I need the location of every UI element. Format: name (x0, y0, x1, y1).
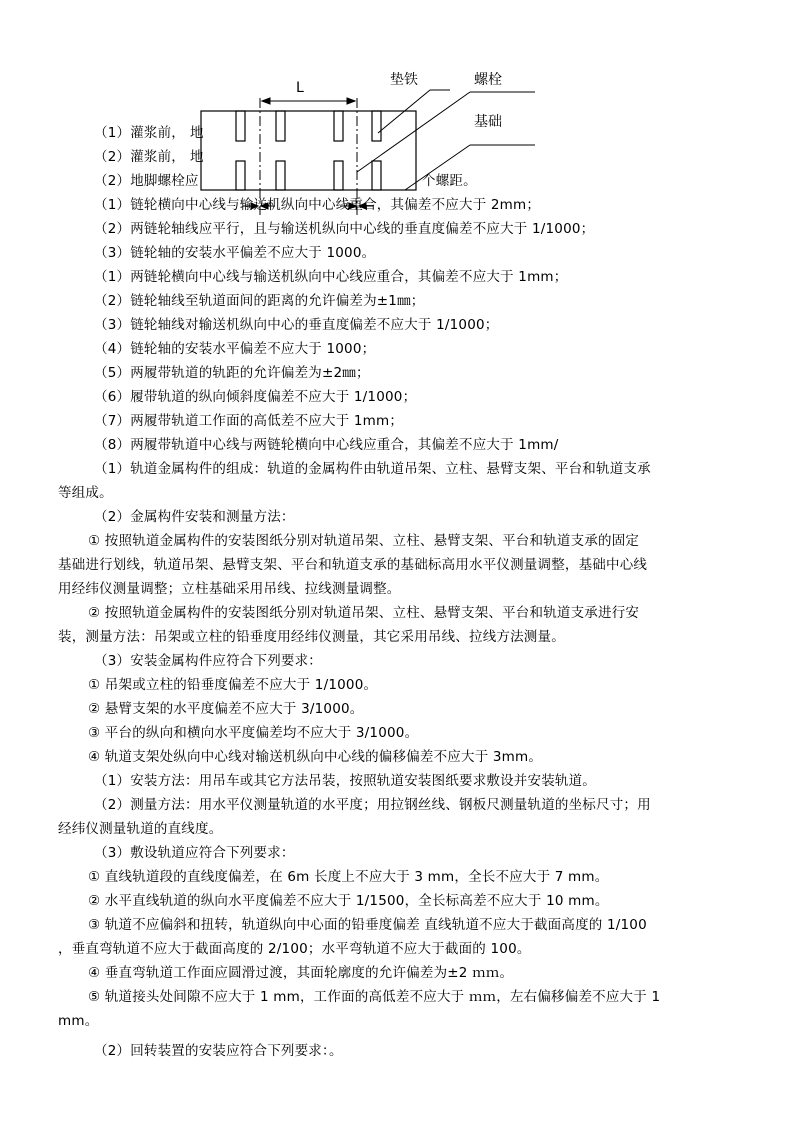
text-line: ① 直线轨道段的直线度偏差，在 6m 长度上不应大于 3 mm，全长不应大于 7 mm。 (88, 869, 609, 885)
text-line: ④ 垂直弯轨道工作面应圆滑过渡，其面轮廓度的允许偏差为±2 ｍｍ。 (88, 965, 514, 981)
shim-slot (236, 161, 245, 190)
text-line: 经纬仪测量轨道的直线度。 (58, 821, 223, 837)
text-line: ① 按照轨道金属构件的安装图纸分别对轨道吊架、立柱、悬臂支架、平台和轨道支承的固定 (88, 533, 640, 549)
text-line: （2）回转装置的安装应符合下列要求：。 (94, 1043, 343, 1059)
text-line: ④ 轨道支架处纵向中心线对输送机纵向中心线的偏移偏差不应大于 3mm。 (88, 749, 543, 765)
text-line: ③ 平台的纵向和横向水平度偏差均不应大于 3/1000。 (88, 725, 419, 741)
text-line: （3）安装金属构件应符合下列要求： (94, 653, 322, 669)
text-line: 等组成。 (58, 485, 113, 501)
text-line: （7）两履带轨道工作面的高低差不应大于 1mm； (94, 413, 404, 429)
foundation-block (201, 111, 416, 190)
text-line: 装，测量方法：吊架或立柱的铅垂度用经纬仪测量，其它采用吊线、拉线方法测量。 (58, 629, 565, 645)
text-line: （2）两链轮轴线应平行，且与输送机纵向中心线的垂直度偏差不应大于 1/1000； (94, 221, 595, 237)
arrowhead (262, 98, 270, 104)
shim-slot (372, 111, 381, 141)
text-line: ③ 轨道不应偏斜和扭转，轨道纵向中心面的铅垂度偏差 直线轨道不应大于截面高度的 1/100 (88, 917, 647, 933)
shim-slot (276, 161, 285, 190)
text-line: ② 水平直线轨道的纵向水平度偏差不应大于 1/1500，全长标高差不应大于 10 mm。 (88, 893, 609, 909)
foundation-label: 基础 (474, 114, 502, 130)
text-line: 用经纬仪测量调整；立柱基础采用吊线、拉线测量调整。 (58, 581, 401, 597)
text-line: （2）金属构件安装和测量方法： (94, 509, 295, 525)
dimension-label: L (296, 80, 304, 96)
text-line: （4）链轮轴的安装水平偏差不应大于 1000； (94, 341, 376, 357)
text-line: （2）测量方法：用水平仪测量轨道的水平度；用拉钢丝线、钢板尺测量轨道的坐标尺寸；用 (94, 797, 651, 813)
text-line: （1）灌浆前， (94, 125, 185, 141)
text-line: （3）链轮轴线对输送机纵向中心的垂直度偏差不应大于 1/1000； (94, 317, 499, 333)
text-line: （1）轨道金属构件的组成：轨道的金属构件由轨道吊架、立柱、悬臂支架、平台和轨道支承 (94, 461, 651, 477)
shim-slot (276, 111, 285, 141)
text-line: （5）两履带轨道的轨距的允许偏差为±2㎜； (94, 365, 370, 381)
shim-slot (334, 111, 343, 141)
text-line: （3）敷设轨道应符合下列要求： (94, 845, 295, 861)
text-line: ，垂直弯轨道不应大于截面高度的 2/100；水平弯轨道不应大于截面的 100。 (58, 941, 531, 957)
text-line: 基础进行划线，轨道吊架、悬臂支架、平台和轨道支承的基础标高用水平仪测量调整，基础中心线 (58, 557, 648, 573)
text-line: （6）履带轨道的纵向倾斜度偏差不应大于 1/1000； (94, 389, 417, 405)
text-line: （1）两链轮横向中心线与输送机纵向中心线应重合，其偏差不应大于 1mm； (94, 269, 568, 285)
text-line: mm。 (58, 1013, 99, 1029)
text-line: ② 按照轨道金属构件的安装图纸分别对轨道吊架、立柱、悬臂支架、平台和轨道支承进行安 (88, 605, 640, 621)
text-line: （8）两履带轨道中心线与两链轮横向中心线应重合，其偏差不应大于 1mm/ (94, 437, 559, 453)
shim-slot (372, 161, 381, 190)
text-line: ① 吊架或立柱的铅垂度偏差不应大于 1/1000。 (88, 677, 378, 693)
text-line: ② 悬臂支架的水平度偏差不应大于 3/1000。 (88, 701, 364, 717)
text-line: （2）灌浆前， (94, 149, 185, 165)
text-line-fragment: 地 (190, 125, 204, 141)
arrowhead (347, 98, 355, 104)
text-line-fragment: 地 (190, 149, 204, 165)
shim-slot (334, 161, 343, 190)
text-line: （2）链轮轴线至轨道面间的距离的允许偏差为±1㎜； (94, 293, 425, 309)
text-line: （3）链轮轴的安装水平偏差不应大于 1000。 (94, 245, 376, 261)
text-line: （1）链轮横向中心线与输送机纵向中心线重合，其偏差不应大于 2mm； (94, 197, 541, 213)
text-line: （1）安装方法：用吊车或其它方法吊装，按照轨道安装图纸要求敷设并安装轨道。 (94, 773, 596, 789)
bolt-label: 螺栓 (474, 72, 502, 88)
text-line: （2）地脚螺栓应 (94, 173, 199, 189)
shim-slot (236, 111, 245, 141)
text-line: ⑤ 轨道接头处间隙不应大于 1 mm，工作面的高低差不应大于 ｍｍ，左右偏移偏差不应大于 1 (88, 989, 661, 1005)
text-line-fragment: 个螺距。 (422, 173, 477, 189)
shim-label: 垫铁 (390, 72, 418, 88)
